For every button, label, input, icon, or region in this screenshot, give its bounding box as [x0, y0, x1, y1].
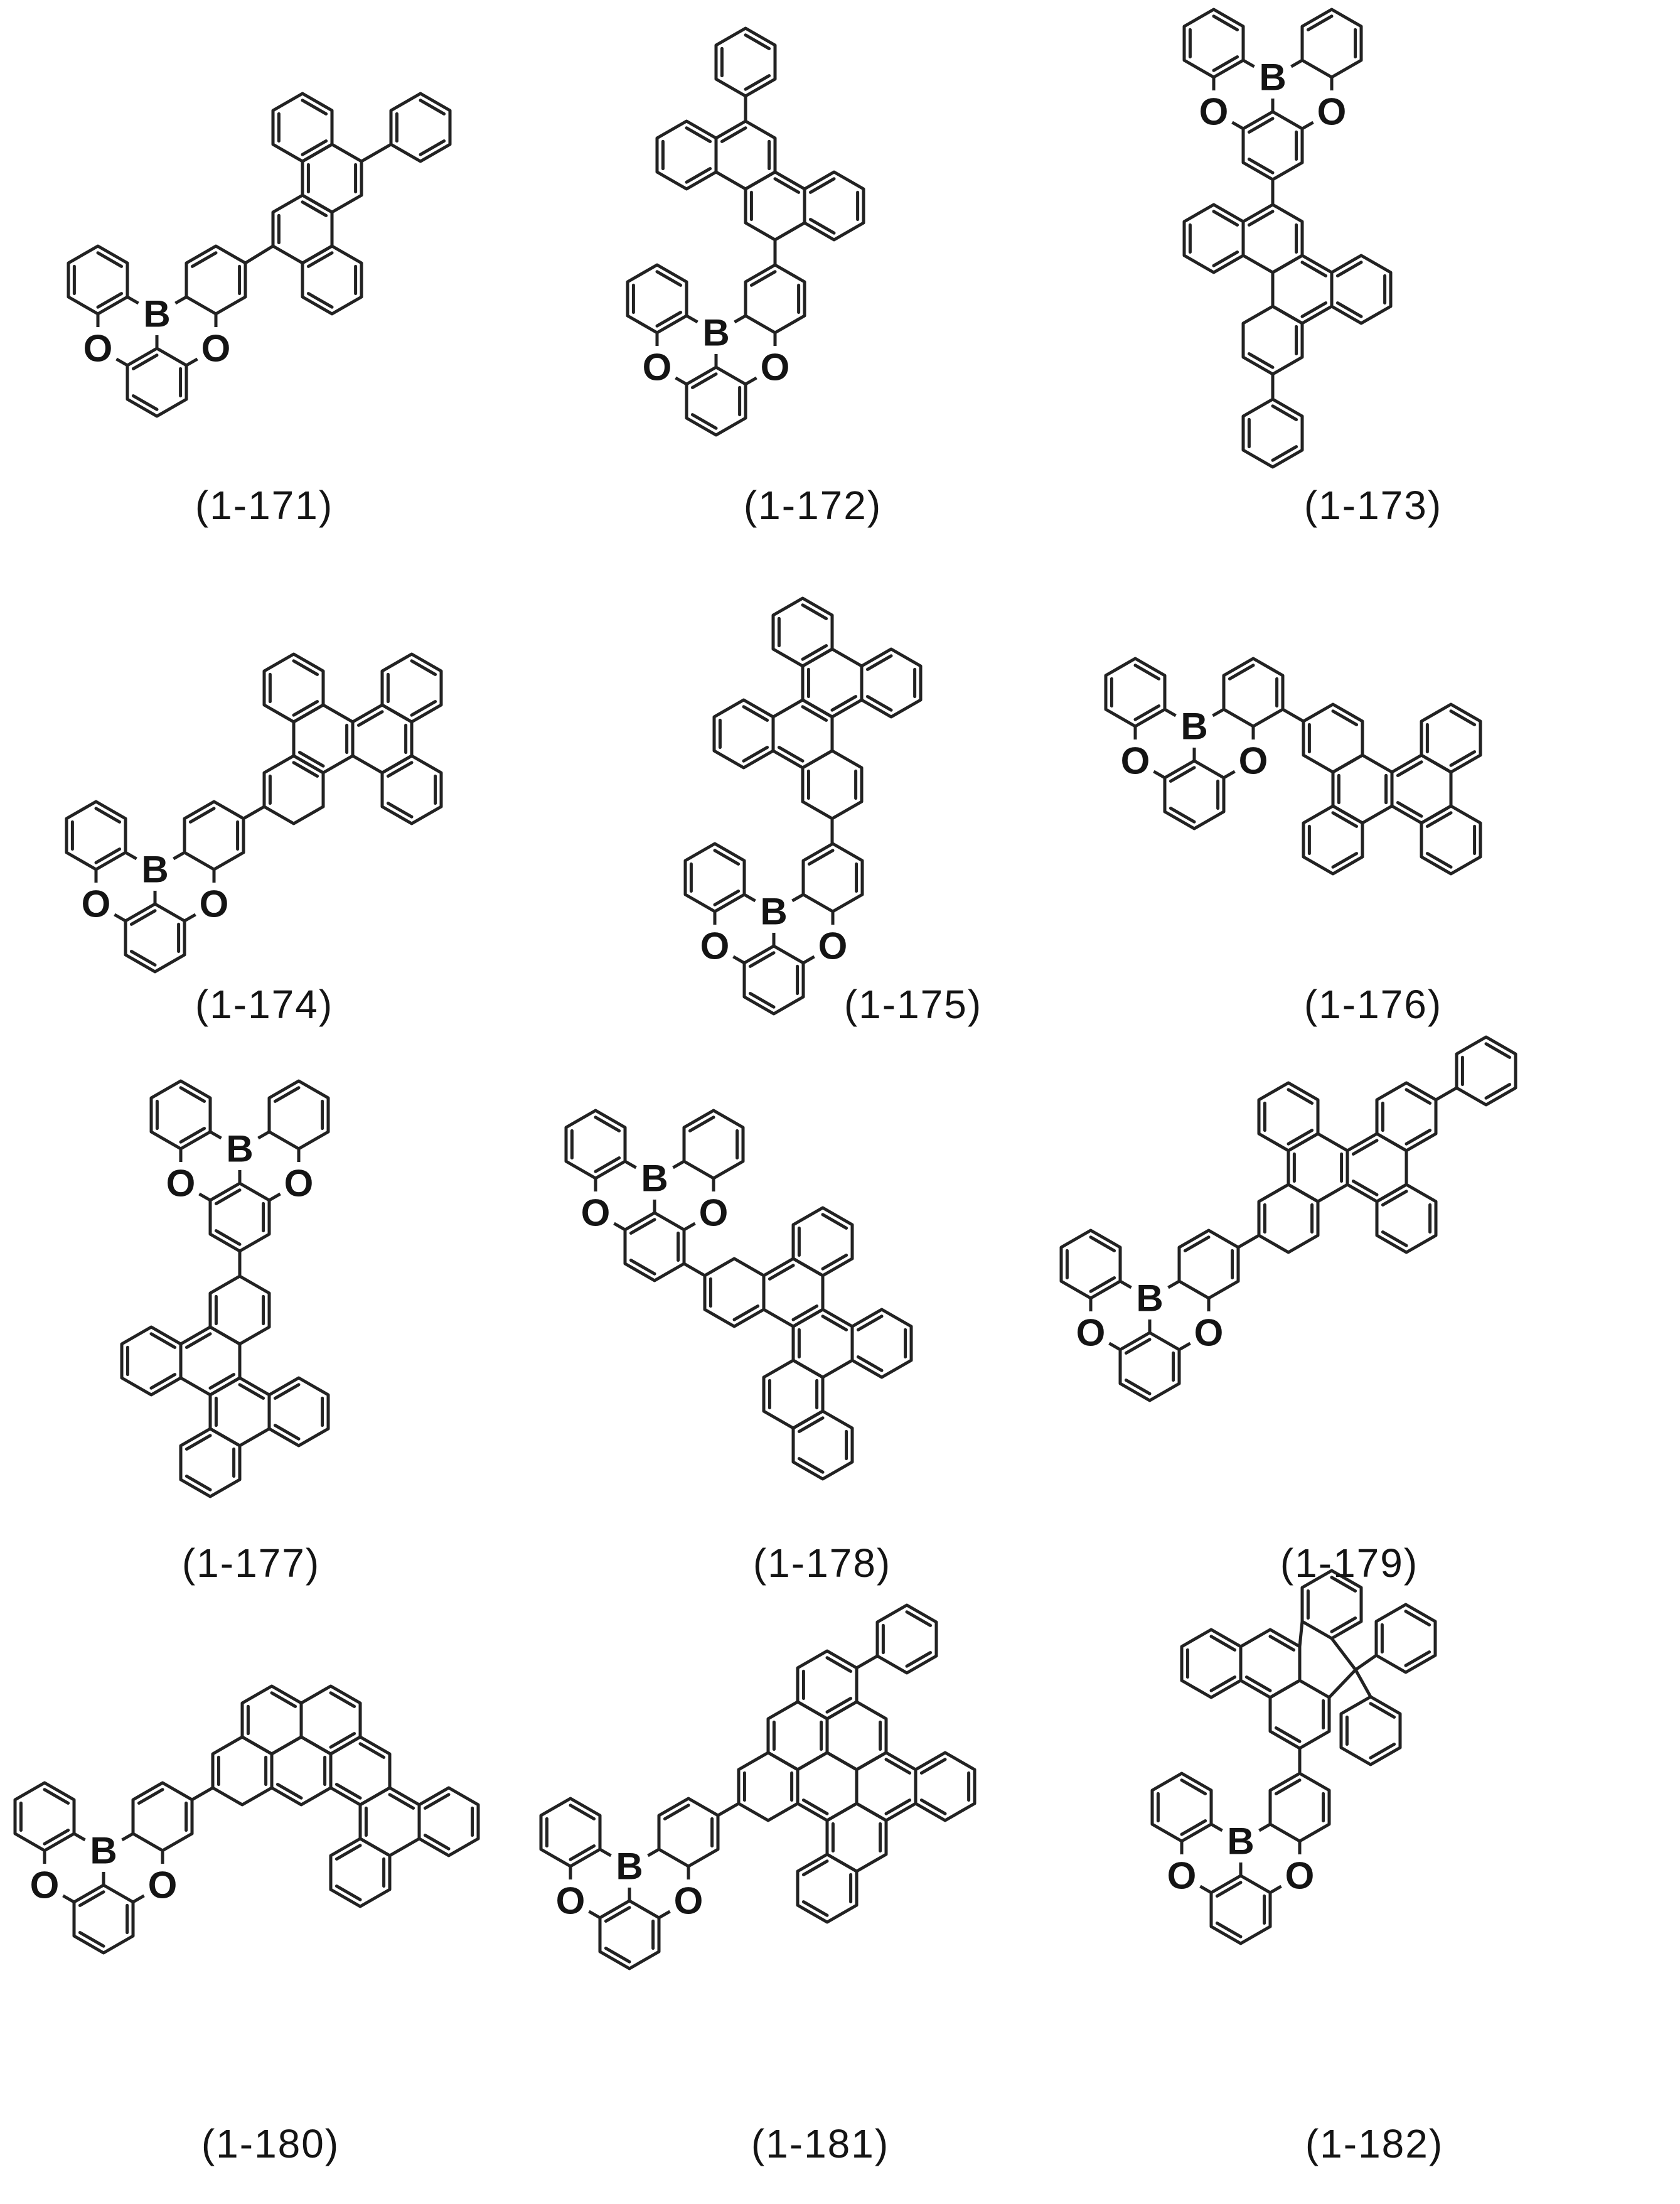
oxygen-atom-label: O [1194, 1311, 1224, 1354]
molecule-1-174 [67, 654, 441, 972]
oxygen-atom-label: O [555, 1879, 586, 1922]
oxygen-atom-label: O [83, 327, 113, 370]
oxygen-atom-label: O [818, 925, 848, 967]
oxygen-atom-label: O [199, 883, 229, 925]
boron-atom-label: B [1180, 705, 1208, 748]
boron-atom-label: B [760, 890, 788, 933]
oxygen-atom-label: O [81, 883, 111, 925]
oxygen-atom-label: O [642, 346, 672, 389]
boron-atom-label: B [1227, 1820, 1255, 1863]
oxygen-atom-label: O [201, 327, 231, 370]
oxygen-atom-label: O [673, 1879, 704, 1922]
boron-atom-label: B [141, 848, 169, 891]
molecule-1-180 [15, 1686, 478, 1953]
oxygen-atom-label: O [166, 1162, 196, 1205]
oxygen-atom-label: O [1167, 1854, 1197, 1897]
boron-atom-label: B [641, 1157, 668, 1200]
molecule-1-172 [628, 28, 864, 435]
oxygen-atom-label: O [1120, 739, 1150, 782]
molecule-1-173 [1184, 9, 1391, 467]
molecule-1-177 [122, 1081, 328, 1497]
molecule-1-179 [1061, 1037, 1516, 1400]
compound-label-1-178: (1-178) [752, 1540, 892, 1586]
compound-label-1-173: (1-173) [1303, 483, 1443, 528]
oxygen-atom-label: O [284, 1162, 314, 1205]
boron-atom-label: B [226, 1127, 254, 1170]
compound-label-1-177: (1-177) [181, 1540, 321, 1586]
oxygen-atom-label: O [1285, 1854, 1315, 1897]
molecule-1-171 [68, 94, 450, 416]
compound-label-1-174: (1-174) [195, 982, 334, 1027]
compound-label-1-179: (1-179) [1280, 1540, 1419, 1586]
compound-label-1-181: (1-181) [751, 2121, 890, 2166]
compound-label-1-171: (1-171) [195, 483, 334, 528]
compound-label-1-172: (1-172) [743, 483, 882, 528]
molecule-1-181 [541, 1605, 975, 1969]
boron-atom-label: B [143, 293, 171, 335]
oxygen-atom-label: O [1317, 90, 1347, 133]
molecule-1-176 [1106, 659, 1480, 874]
oxygen-atom-label: O [581, 1191, 611, 1234]
oxygen-atom-label: O [1199, 90, 1229, 133]
boron-atom-label: B [1259, 56, 1287, 99]
compound-label-1-182: (1-182) [1305, 2121, 1444, 2166]
boron-atom-label: B [1136, 1277, 1164, 1320]
molecule-1-178 [566, 1110, 911, 1479]
oxygen-atom-label: O [698, 1191, 729, 1234]
oxygen-atom-label: O [700, 925, 730, 967]
molecule-1-182 [1152, 1571, 1435, 1943]
boron-atom-label: B [90, 1829, 117, 1872]
molecule-1-175 [685, 598, 921, 1014]
oxygen-atom-label: O [147, 1864, 178, 1906]
boron-atom-label: B [702, 311, 730, 354]
oxygen-atom-label: O [1076, 1311, 1106, 1354]
oxygen-atom-label: O [1238, 739, 1268, 782]
oxygen-atom-label: O [29, 1864, 60, 1906]
compound-label-1-175: (1-175) [843, 982, 983, 1027]
compound-label-1-180: (1-180) [201, 2121, 340, 2166]
oxygen-atom-label: O [760, 346, 790, 389]
boron-atom-label: B [616, 1845, 643, 1888]
compound-label-1-176: (1-176) [1303, 982, 1443, 1027]
